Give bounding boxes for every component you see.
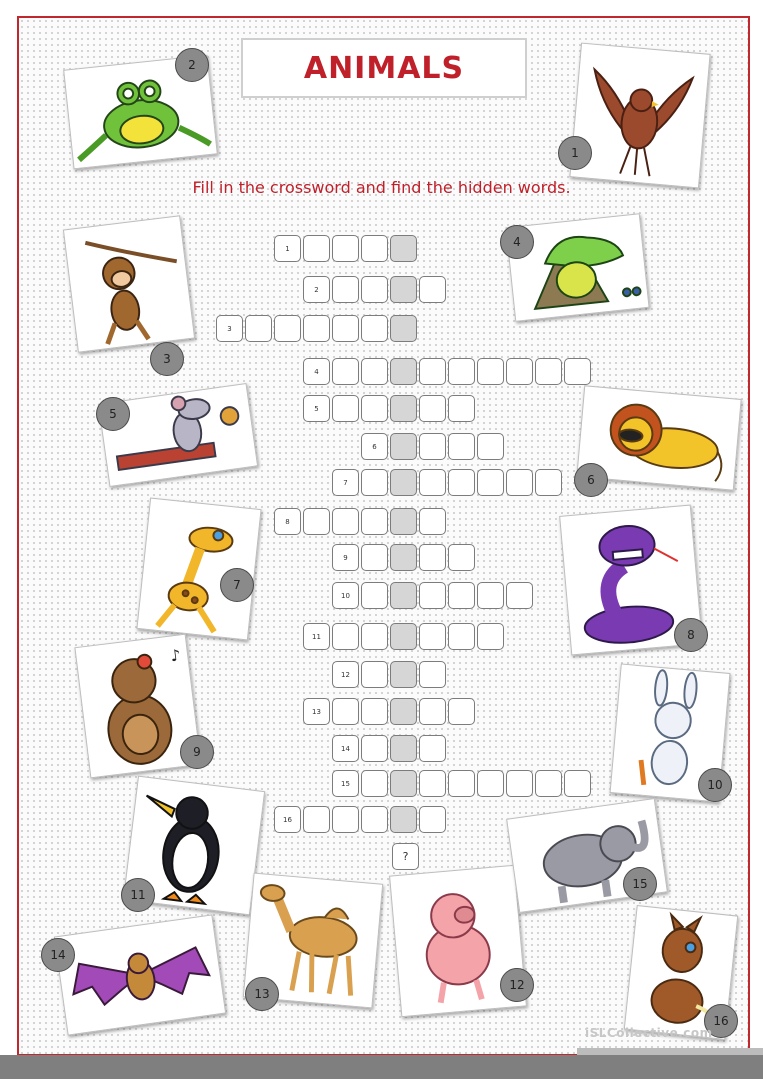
badge-3: 3 <box>150 342 184 376</box>
clue-number-cell[interactable] <box>274 235 301 262</box>
badge-12: 12 <box>500 968 534 1002</box>
clue-number-cell[interactable] <box>332 582 359 609</box>
footer-bar <box>0 1055 763 1079</box>
hidden-letter-cell[interactable] <box>390 544 417 571</box>
crossword-row-10 <box>332 582 535 609</box>
letter-cell[interactable] <box>361 358 388 385</box>
letter-cell[interactable] <box>303 235 330 262</box>
letter-cell[interactable] <box>361 582 388 609</box>
letter-cell[interactable] <box>506 358 533 385</box>
hidden-letter-cell[interactable] <box>390 395 417 422</box>
letter-cell[interactable] <box>361 315 388 342</box>
letter-cell[interactable] <box>361 661 388 688</box>
letter-cell[interactable] <box>419 433 446 460</box>
letter-cell[interactable] <box>448 623 475 650</box>
hidden-letter-cell[interactable] <box>390 582 417 609</box>
badge-16: 16 <box>704 1004 738 1038</box>
letter-cell[interactable] <box>361 698 388 725</box>
hidden-letter-cell[interactable] <box>390 770 417 797</box>
badge-11: 11 <box>121 878 155 912</box>
letter-cell[interactable] <box>535 469 562 496</box>
letter-cell[interactable] <box>448 582 475 609</box>
crossword-row-16 <box>274 806 448 833</box>
letter-cell[interactable] <box>477 770 504 797</box>
letter-cell[interactable] <box>419 735 446 762</box>
letter-cell[interactable] <box>332 276 359 303</box>
clue-number: 5 <box>314 404 319 413</box>
letter-cell[interactable] <box>477 358 504 385</box>
clue-number: 4 <box>314 367 319 376</box>
svg-text:♪: ♪ <box>169 645 182 666</box>
letter-cell[interactable] <box>506 770 533 797</box>
badge-6: 6 <box>574 463 608 497</box>
letter-cell[interactable] <box>332 235 359 262</box>
hidden-letter-cell[interactable] <box>390 235 417 262</box>
letter-cell[interactable] <box>448 469 475 496</box>
crossword-row-6 <box>361 433 506 460</box>
crossword-row-13 <box>303 698 477 725</box>
letter-cell[interactable] <box>274 315 301 342</box>
letter-cell[interactable] <box>419 395 446 422</box>
crossword-row-15 <box>332 770 593 797</box>
letter-cell[interactable] <box>245 315 272 342</box>
crossword-row-5 <box>303 395 477 422</box>
clue-number-cell[interactable] <box>332 544 359 571</box>
letter-cell[interactable] <box>477 469 504 496</box>
clue-number-cell[interactable] <box>303 358 330 385</box>
letter-cell[interactable] <box>332 623 359 650</box>
page-title: ANIMALS <box>303 50 465 86</box>
letter-cell[interactable] <box>448 698 475 725</box>
clue-number: 9 <box>343 553 348 562</box>
letter-cell[interactable] <box>535 770 562 797</box>
crossword-row-12 <box>332 661 448 688</box>
clue-number-cell[interactable] <box>361 433 388 460</box>
clue-number-cell[interactable] <box>332 661 359 688</box>
letter-cell[interactable] <box>303 806 330 833</box>
title-box <box>241 38 527 98</box>
letter-cell[interactable] <box>506 469 533 496</box>
letter-cell[interactable] <box>332 508 359 535</box>
clue-number-cell[interactable] <box>216 315 243 342</box>
letter-cell[interactable] <box>419 623 446 650</box>
letter-cell[interactable] <box>332 315 359 342</box>
hidden-letter-cell[interactable] <box>390 735 417 762</box>
clue-number-cell[interactable] <box>332 735 359 762</box>
clue-number: 1 <box>285 244 290 253</box>
badge-2: 2 <box>175 48 209 82</box>
clue-number-cell[interactable] <box>303 395 330 422</box>
letter-cell[interactable] <box>361 469 388 496</box>
letter-cell[interactable] <box>361 395 388 422</box>
hidden-letter-cell[interactable] <box>390 508 417 535</box>
crossword-row-9 <box>332 544 477 571</box>
letter-cell[interactable] <box>361 735 388 762</box>
letter-cell[interactable] <box>419 770 446 797</box>
crossword-row-11 <box>303 623 506 650</box>
clue-number: 8 <box>285 517 290 526</box>
clue-number: 16 <box>283 815 292 824</box>
letter-cell[interactable] <box>419 276 446 303</box>
letter-cell[interactable] <box>448 544 475 571</box>
clue-number: 15 <box>341 779 350 788</box>
letter-cell[interactable] <box>419 806 446 833</box>
bird-icon <box>569 43 710 189</box>
clue-number: 12 <box>341 670 350 679</box>
crossword-row-1 <box>274 235 419 262</box>
clue-number-cell[interactable] <box>303 623 330 650</box>
hidden-letter-cell[interactable] <box>390 276 417 303</box>
badge-10: 10 <box>698 768 732 802</box>
letter-cell[interactable] <box>419 582 446 609</box>
letter-cell[interactable] <box>361 770 388 797</box>
letter-cell[interactable] <box>419 698 446 725</box>
letter-cell[interactable] <box>361 276 388 303</box>
clue-number-cell[interactable] <box>332 770 359 797</box>
letter-cell[interactable] <box>477 623 504 650</box>
crossword-row-3 <box>216 315 419 342</box>
badge-7: 7 <box>220 568 254 602</box>
letter-cell[interactable] <box>419 469 446 496</box>
letter-cell[interactable] <box>332 395 359 422</box>
hidden-letter-cell[interactable] <box>390 698 417 725</box>
letter-cell[interactable] <box>303 315 330 342</box>
letter-cell[interactable] <box>448 395 475 422</box>
clue-number-cell[interactable] <box>274 508 301 535</box>
badge-15: 15 <box>623 867 657 901</box>
badge-9: 9 <box>180 735 214 769</box>
clue-number-cell[interactable] <box>303 276 330 303</box>
clue-number-cell[interactable] <box>274 806 301 833</box>
letter-cell[interactable] <box>361 508 388 535</box>
clue-number: 3 <box>227 324 232 333</box>
letter-cell[interactable] <box>477 433 504 460</box>
letter-cell[interactable] <box>419 358 446 385</box>
hidden-letter-cell[interactable] <box>390 469 417 496</box>
crossword-row-4 <box>303 358 593 385</box>
badge-1: 1 <box>558 136 592 170</box>
letter-cell[interactable] <box>361 623 388 650</box>
hidden-letter-cell[interactable] <box>390 623 417 650</box>
letter-cell[interactable] <box>303 508 330 535</box>
letter-cell[interactable] <box>419 544 446 571</box>
watermark: iSLCollective.com <box>585 1026 713 1040</box>
hidden-letter-cell[interactable] <box>390 661 417 688</box>
clue-number-cell[interactable] <box>332 469 359 496</box>
clue-number: 14 <box>341 744 350 753</box>
crossword-row-8 <box>274 508 448 535</box>
letter-cell[interactable] <box>361 235 388 262</box>
letter-cell[interactable] <box>332 806 359 833</box>
clue-number: 7 <box>343 478 348 487</box>
hidden-letter-cell[interactable] <box>390 315 417 342</box>
badge-4: 4 <box>500 225 534 259</box>
monkey-icon <box>63 215 195 352</box>
clue-number: 6 <box>372 442 377 451</box>
crossword-row-2 <box>303 276 448 303</box>
hidden-word-marker[interactable]: ? <box>392 843 419 870</box>
letter-cell[interactable] <box>419 508 446 535</box>
letter-cell[interactable] <box>361 544 388 571</box>
clue-number-cell[interactable] <box>303 698 330 725</box>
badge-13: 13 <box>245 977 279 1011</box>
clue-number: 10 <box>341 591 350 600</box>
badge-8: 8 <box>674 618 708 652</box>
letter-cell[interactable] <box>448 770 475 797</box>
hidden-letter-cell[interactable] <box>390 433 417 460</box>
letter-cell[interactable] <box>361 806 388 833</box>
clue-number: 2 <box>314 285 319 294</box>
letter-cell[interactable] <box>448 358 475 385</box>
letter-cell[interactable] <box>506 582 533 609</box>
letter-cell[interactable] <box>564 358 591 385</box>
letter-cell[interactable] <box>332 698 359 725</box>
clue-number: 13 <box>312 707 321 716</box>
letter-cell[interactable] <box>535 358 562 385</box>
hidden-letter-cell[interactable] <box>390 358 417 385</box>
clue-number: 11 <box>312 632 321 641</box>
letter-cell[interactable] <box>332 358 359 385</box>
letter-cell[interactable] <box>419 661 446 688</box>
instructions: Fill in the crossword and find the hidden words. <box>192 178 571 197</box>
letter-cell[interactable] <box>448 433 475 460</box>
badge-5: 5 <box>96 397 130 431</box>
hidden-letter-cell[interactable] <box>390 806 417 833</box>
crossword-row-7 <box>332 469 564 496</box>
letter-cell[interactable] <box>564 770 591 797</box>
crossword-row-14 <box>332 735 448 762</box>
letter-cell[interactable] <box>477 582 504 609</box>
badge-14: 14 <box>41 938 75 972</box>
